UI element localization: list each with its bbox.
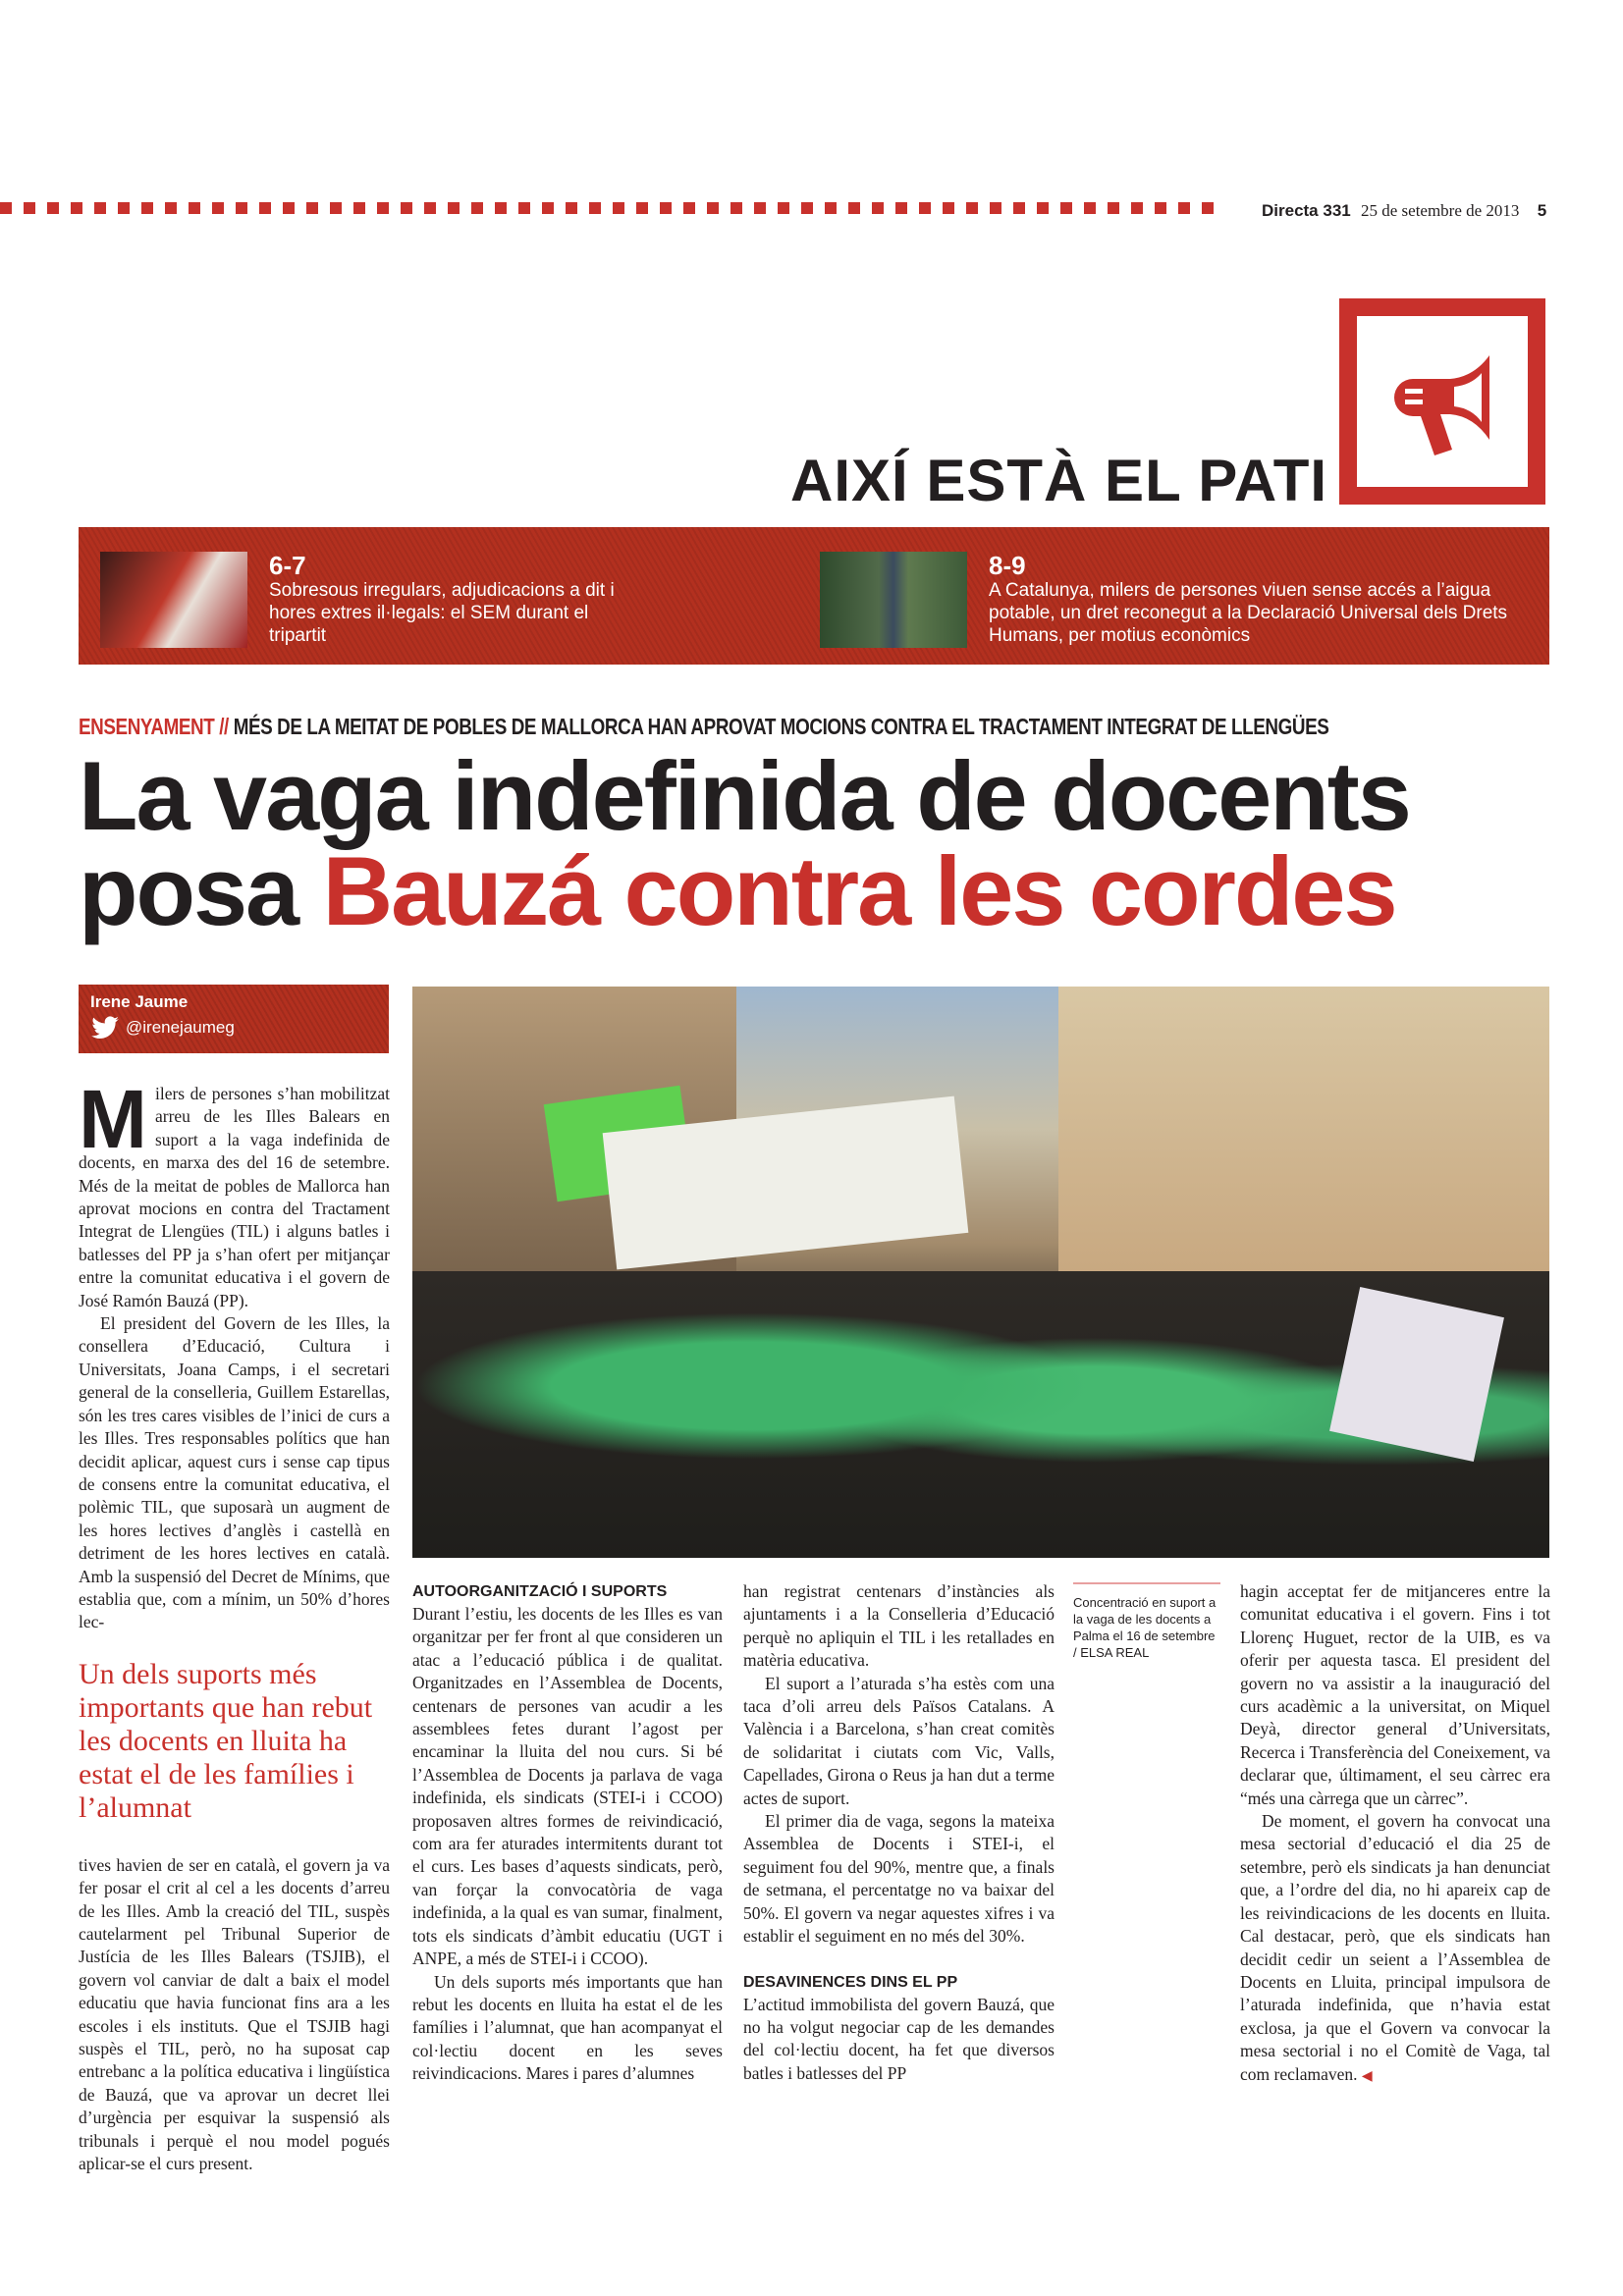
paragraph-text: De moment, el govern ha convocat una mesa sectorial d’educació el dia 25 de setembre, però els sindicats ja han denunciat que, a l’ordre del dia, no hi apareix cap de les reivindicacions de les docents en lluita. Cal destacar, però, que els sindicats han decidit cedir un seient a l’Assemblea de Docents en Lluita, principal impulsora de l’aturada indefinida, que n’havia estat exclosa, ja que el Govern va convocar la mesa sectorial i no el Comitè de Vaga, tal com reclamaven. <box>1240 1811 1550 2084</box>
photo-caption: Concentració en suport a la vaga de les docents a Palma el 16 de setembre / ELSA REAL <box>1073 1582 1220 1661</box>
pull-quote: Un dels suports més importants que han rebut les docents en lluita ha estat el de les famílies i l’alumnat <box>79 1657 373 1824</box>
section-icon-box <box>1339 298 1545 505</box>
headline-line2-red: Bauzá contra les cordes <box>322 836 1396 945</box>
page-number: 5 <box>1537 201 1547 220</box>
paragraph <box>1240 1810 1550 2088</box>
teaser-pages: 6-7 <box>269 551 306 580</box>
twitter-bird-icon <box>90 1016 120 1040</box>
teaser-thumbnail <box>100 552 247 648</box>
paragraph: L’actitud immobilista del govern Bauzá, que no ha volgut negociar cap de les demandes del col·lectiu docent, ha fet que diversos batles i batlesses del PP <box>743 1994 1055 2083</box>
paragraph: Durant l’estiu, les docents de les Illes es van organitzar per fer front al que consideren un atac a l’educació pública i de qualitat. Organitzades en l’Assemblea de Docents, centenars de persones van acudir a les assemblees fetes durant l’agost per encaminar la lluita del nou curs. Si bé l’Assemblea de Docents ja parlava de vaga indefinida, els sindicats (STEI-i i CCOO) proposaven altres formes de reivindicació, com ara fer aturades intermitents durant tot el curs. Les bases d’aquests sindicats, però, van forçar la convocatòria de vaga indefinida, a la qual es van sumar, finalment, tots els sindicats d’àmbit educatiu (UGT i ANPE, a més de STEI-i i CCOO). <box>412 1604 723 1969</box>
teaser-banner <box>79 527 1549 665</box>
drop-cap: M <box>79 1073 147 1165</box>
author-twitter-handle[interactable]: @irenejaumeg <box>126 1018 235 1037</box>
kicker-category: ENSENYAMENT // <box>79 714 229 739</box>
end-mark-icon: ◀ <box>1361 2068 1373 2084</box>
kicker-text: MÉS DE LA MEITAT DE POBLES DE MALLORCA HAN APROVAT MOCIONS CONTRA EL TRACTAMENT INTEGRAT DE LLENGÜES <box>233 714 1329 739</box>
teaser-2[interactable] <box>820 552 1519 648</box>
teaser-thumbnail <box>820 552 967 648</box>
body-column-3 <box>743 1580 1055 2085</box>
paragraph: han registrat centenars d’instàncies als ajuntaments i a la Conselleria d’Educació perquè no apliquin el TIL i les retallades en matèria educativa. <box>743 1581 1055 1671</box>
teaser-pages: 8-9 <box>989 551 1026 580</box>
megaphone-icon <box>1383 347 1501 455</box>
headline-line1: La vaga indefinida de docents <box>79 741 1410 850</box>
body-column-4 <box>1240 1580 1550 2088</box>
kicker <box>79 714 1328 740</box>
publication-name: Directa 331 <box>1262 201 1351 220</box>
section-title: AIXÍ ESTÀ EL PATI <box>790 448 1328 513</box>
teaser-text: A Catalunya, milers de persones viuen sense accés a l’aigua potable, un dret reconegut a la Declaració Universal dels Drets Humans, per motius econòmics <box>989 580 1508 646</box>
subheading: DESAVINENCES DINS EL PP <box>743 1973 958 1991</box>
teaser-1[interactable] <box>100 552 622 648</box>
body-column-2 <box>412 1580 723 2086</box>
body-column-1-continued <box>79 1854 390 2176</box>
headline-line2-black: posa <box>79 836 298 945</box>
author-box <box>79 985 389 1053</box>
paragraph: El president del Govern de les Illes, la consellera d’Educació, Cultura i Universitats, Joana Camps, i el secretari general de la conselleria, Guillem Estarellas, són les tres cares visibles de l’inici de curs a les Illes. Tres responsables polítics que han decidit aplicar, aquest curs i sense cap tipus de consens entre la comunitat educativa, el polèmic TIL, que suposarà un augment de les hores lectives d’anglès i castellà en detriment de les hores lectives en català. Amb la suspensió del Decret de Mínims, que establia que, com a mínim, un 50% d’hores lec- <box>79 1313 390 1632</box>
paragraph: El primer dia de vaga, segons la mateixa Assemblea de Docents i STEI-i, el seguiment fou del 90%, mentre que, a finals de setmana, el percentatge no va baixar del 50%. El govern va negar aquestes xifres i va establir el seguiment en no més del 30%. <box>743 1811 1055 1947</box>
paragraph: ilers de persones s’han mobilitzat arreu de les Illes Balears en suport a la vaga indefinida de docents, en marxa des del 16 de setembre. Més de la meitat de pobles de Mallorca han aprovat mocions en contra del Tractament Integrat de Llengües (TIL) i alguns batles i batlesses del PP ja s’han ofert per mitjançar entre la comunitat educativa i el govern de José Ramón Bauzá (PP). <box>79 1084 390 1310</box>
page-folio <box>1262 201 1546 221</box>
body-column-1 <box>79 1073 390 2175</box>
paragraph: El suport a l’aturada s’ha estès com una taca d’oli arreu dels Països Catalans. A València i a Barcelona, s’han creat comitès de solidaritat i ciutats com Vic, Valls, Capellades, Girona o Reus ja han dut a terme actes de suport. <box>743 1673 1055 1808</box>
protest-photo <box>412 987 1549 1558</box>
headline <box>79 741 1410 945</box>
issue-date: 25 de setembre de 2013 <box>1360 201 1520 220</box>
paragraph: tives havien de ser en català, el govern ja va fer posar el crit al cel a les docents d’arreu de les Illes. Amb la creació del TIL, suspès cautelarment pel Tribunal Superior de Justícia de les Illes Balears (TSJIB), el govern vol canviar de dalt a baix el model educatiu que havia funcionat fins ara a les escoles i els instituts. Que el TSJIB hagi suspès el TIL, però, no ha suposat cap entrebanc a la política educativa i lingüística de Bauzá, que va aprovar un decret llei d’urgència per esquivar la suspensió als tribunals i perquè el nou model pogués aplicar-se el curs present. <box>79 1854 390 2174</box>
paragraph: Un dels suports més importants que han rebut les docents en lluita ha estat el de les famílies i l’alumnat, que han acompanyat el col·lectiu docent en les seves reivindicacions. Mares i pares d’alumnes <box>412 1971 723 2084</box>
subheading: AUTOORGANITZACIÓ I SUPORTS <box>412 1583 668 1600</box>
author-name: Irene Jaume <box>90 992 189 1011</box>
dashed-rule <box>0 202 1222 214</box>
paragraph: hagin acceptat fer de mitjanceres entre la comunitat educativa i el govern. Fins i tot Llorenç Huguet, rector de la UIB, es va oferir per aquesta tasca. El president del govern no va assistir a la inauguració del curs acadèmic a la universitat, on Miquel Deyà, director general d’Universitats, Recerca i Transferència del Coneixement, va declarar que, últimament, el seu càrrec era “més una càrrega que un càrrec”. <box>1240 1581 1550 1808</box>
teaser-text: Sobresous irregulars, adjudicacions a dit i hores extres il·legals: el SEM durant el tripartit <box>269 580 615 646</box>
